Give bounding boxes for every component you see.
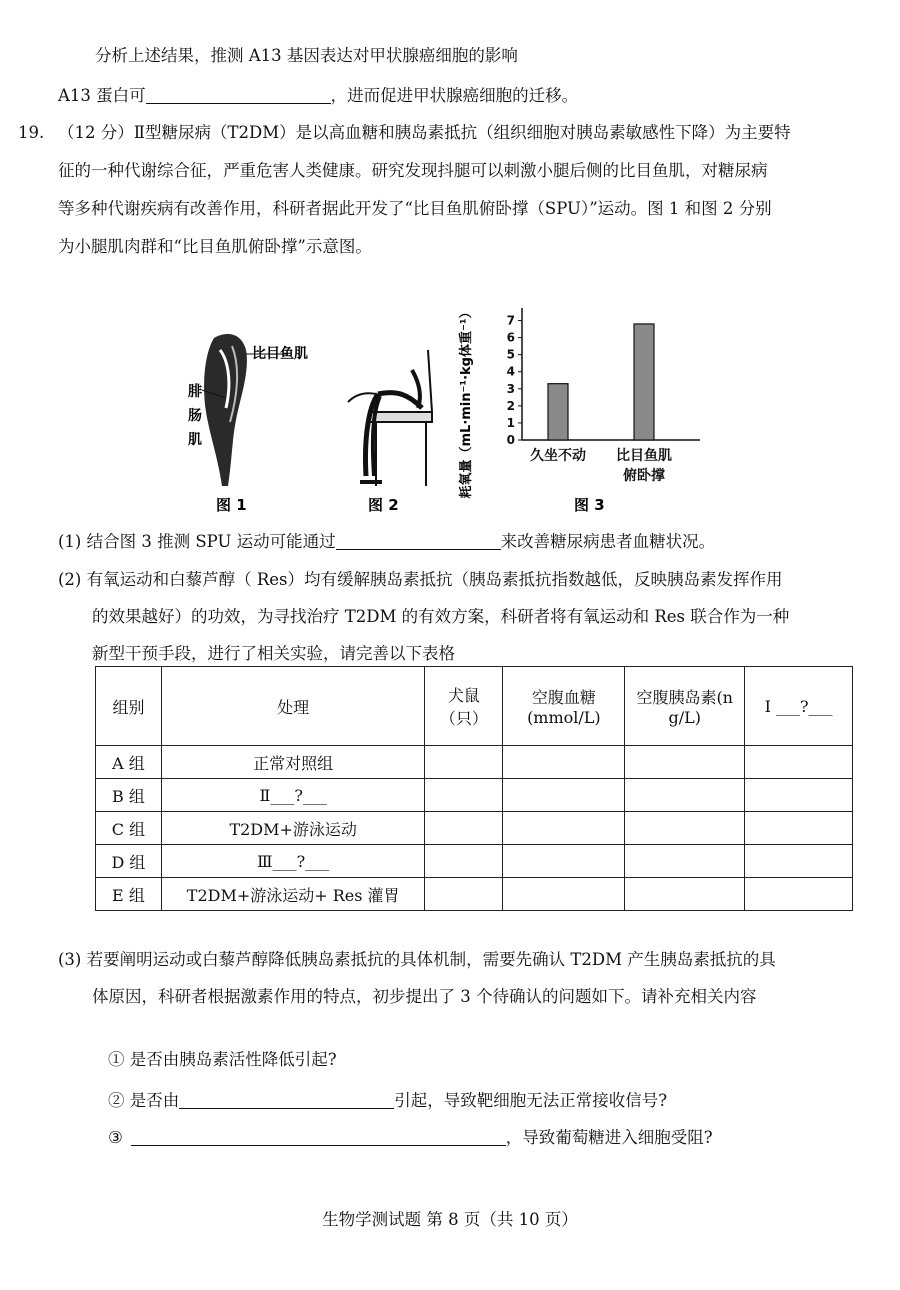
intro-line2 <box>58 84 578 108</box>
cell-empty <box>425 878 503 911</box>
part1-line <box>58 530 715 554</box>
cell-empty <box>625 812 745 845</box>
table-row <box>96 878 853 911</box>
header-insulin <box>625 667 745 746</box>
cell-empty <box>625 746 745 779</box>
header-glucose-1: 空腹血糖 <box>531 688 596 707</box>
part3-item3-mark: ③ <box>108 1128 123 1147</box>
chart-axes <box>518 308 700 440</box>
answer-blank-item2 <box>179 1090 394 1109</box>
part1-text: (1) 结合图 3 推测 SPU 运动可能通过 <box>58 532 336 551</box>
q19-line3: 等多种代谢疾病有改善作用，科研者据此开发了“比目鱼肌俯卧撑（SPU）”运动。图 1 和图 2 分别 <box>58 199 772 218</box>
cell-empty <box>425 812 503 845</box>
question-number: 19. <box>18 123 45 142</box>
cell-empty <box>745 746 853 779</box>
part2-line2: 的效果越好）的功效，为寻找治疗 T2DM 的有效方案，科研者将有氧运动和 Res 联合作为一种 <box>92 607 790 626</box>
cell-empty <box>745 845 853 878</box>
y-tick-label: 1 <box>506 415 515 430</box>
part2-line1: (2) 有氧运动和白藜芦醇（ Res）均有缓解胰岛素抵抗（胰岛素抵抗指数越低，反映胰岛素发挥作用 <box>58 570 783 589</box>
y-tick-label: 7 <box>506 313 515 328</box>
cell-treatment: T2DM+游泳运动+ Res 灌胃 <box>161 878 425 911</box>
x-category-label: 比目鱼肌 <box>616 448 672 464</box>
fig3-label: 图 3 <box>574 496 605 514</box>
header-index: I ___?___ <box>745 667 853 746</box>
cell-empty <box>425 746 503 779</box>
table-row <box>96 845 853 878</box>
cell-empty <box>425 779 503 812</box>
cell-treatment: Ⅲ___?___ <box>161 845 425 878</box>
fig1-label: 图 1 <box>216 496 247 514</box>
y-axis-title: 耗氧量（mL·min⁻¹·kg体重⁻¹） <box>459 305 474 499</box>
part3-line2: 体原因，科研者根据激素作用的特点，初步提出了 3 个待确认的问题如下。请补充相关内容 <box>92 987 757 1006</box>
cell-empty <box>745 779 853 812</box>
intro-line1: 分析上述结果，推测 A13 基因表达对甲状腺癌细胞的影响 <box>95 46 518 65</box>
gastrocnemius-label-3: 肌 <box>188 432 202 448</box>
answer-blank-part1 <box>336 531 501 550</box>
y-tick-label: 3 <box>506 381 515 396</box>
chart-bar <box>548 384 568 440</box>
cell-treatment: Ⅱ___?___ <box>161 779 425 812</box>
experiment-table <box>95 666 853 911</box>
intro-line2-end: ，进而促进甲状腺癌细胞的迁移。 <box>330 86 579 105</box>
header-rats <box>425 667 503 746</box>
part3-item1: ① 是否由胰岛素活性降低引起? <box>108 1050 337 1069</box>
part3-item2-end: 引起，导致靶细胞无法正常接收信号? <box>394 1091 668 1110</box>
part3-item2 <box>108 1089 667 1113</box>
cell-group: A 组 <box>96 746 162 779</box>
q19-line2: 征的一种代谢综合征，严重危害人类健康。研究发现抖腿可以刺激小腿后侧的比目鱼肌，对糖尿病 <box>58 161 768 180</box>
cell-empty <box>745 812 853 845</box>
page-footer: 生物学测试题 第 8 页（共 10 页） <box>322 1210 578 1229</box>
answer-blank-a13 <box>146 85 331 104</box>
cell-empty <box>503 812 625 845</box>
part3-item3-end: ，导致葡萄糖进入细胞受阻? <box>505 1128 713 1147</box>
cell-treatment: T2DM+游泳运动 <box>161 812 425 845</box>
header-rats-2: （只） <box>439 709 488 728</box>
soleus-label: 比目鱼肌 <box>252 346 308 362</box>
gastrocnemius-label-2: 肠 <box>188 408 202 424</box>
part2-line3: 新型干预手段，进行了相关实验，请完善以下表格 <box>92 644 455 663</box>
y-tick-label: 4 <box>506 364 515 379</box>
cell-treatment: 正常对照组 <box>161 746 425 779</box>
cell-group: E 组 <box>96 878 162 911</box>
table-header-row <box>96 667 853 746</box>
table-row <box>96 779 853 812</box>
cell-group: C 组 <box>96 812 162 845</box>
cell-empty <box>503 845 625 878</box>
answer-blank-item3 <box>131 1127 506 1146</box>
header-treatment: 处理 <box>161 667 425 746</box>
cell-empty <box>425 845 503 878</box>
chart-bars <box>548 324 654 440</box>
table-row <box>96 812 853 845</box>
seated-exercise-illustration <box>348 350 432 486</box>
header-insulin-1: 空腹胰岛素(n <box>636 688 733 707</box>
cell-group: B 组 <box>96 779 162 812</box>
fig2-label: 图 2 <box>368 496 399 514</box>
header-glucose <box>503 667 625 746</box>
header-group: 组别 <box>96 667 162 746</box>
table-row <box>96 746 853 779</box>
cell-empty <box>503 878 625 911</box>
intro-line2-text: A13 蛋白可 <box>58 86 146 105</box>
chart-bar <box>634 324 654 440</box>
x-category-label: 俯卧撑 <box>623 468 665 484</box>
y-tick-label: 0 <box>506 433 515 447</box>
y-tick-label: 2 <box>506 398 515 413</box>
part1-end: 来改善糖尿病患者血糖状况。 <box>500 532 716 551</box>
y-tick-label: 6 <box>506 330 515 345</box>
cell-empty <box>625 845 745 878</box>
header-insulin-2: g/L) <box>668 708 701 727</box>
figure-panel <box>170 290 730 520</box>
gastrocnemius-label-1: 腓 <box>188 384 202 400</box>
header-rats-1: 犬鼠 <box>447 686 480 705</box>
cell-empty <box>745 878 853 911</box>
part3-line1: (3) 若要阐明运动或白藜芦醇降低胰岛素抵抗的具体机制，需要先确认 T2DM 产生胰岛素抵抗的具 <box>58 950 776 969</box>
y-tick-label: 5 <box>506 347 515 362</box>
header-glucose-2: (mmol/L) <box>527 708 601 727</box>
cell-empty <box>503 779 625 812</box>
part3-item3 <box>108 1126 713 1150</box>
cell-empty <box>625 878 745 911</box>
q19-line4: 为小腿肌肉群和“比目鱼肌俯卧撑”示意图。 <box>58 237 372 256</box>
cell-empty <box>503 746 625 779</box>
part3-item2-text: ② 是否由 <box>108 1091 180 1110</box>
q19-line1: （12 分）Ⅱ型糖尿病（T2DM）是以高血糖和胰岛素抵抗（组织细胞对胰岛素敏感性下降）为主要特 <box>58 123 791 142</box>
cell-empty <box>625 779 745 812</box>
cell-group: D 组 <box>96 845 162 878</box>
x-category-label: 久坐不动 <box>530 448 586 464</box>
